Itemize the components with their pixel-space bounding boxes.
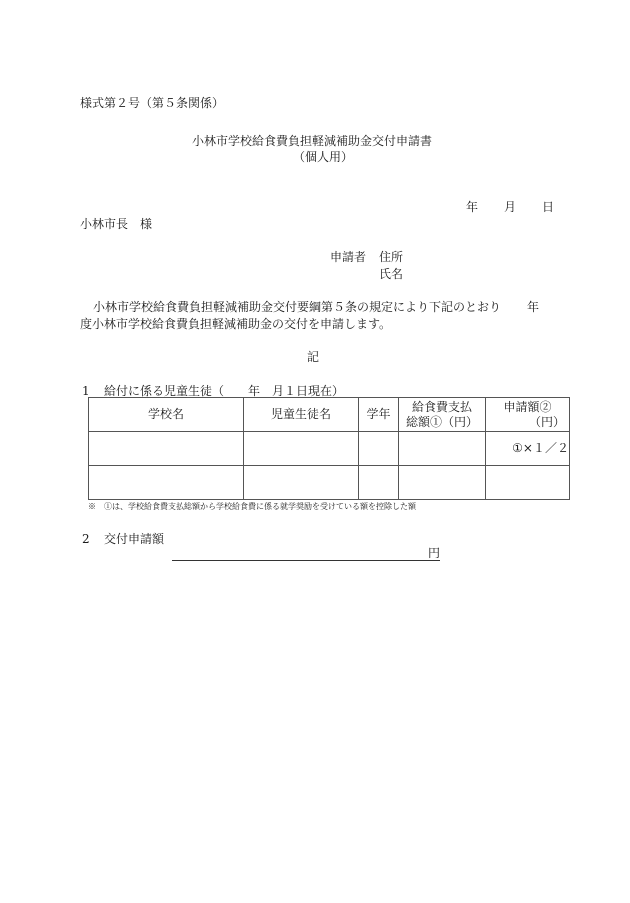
cell-school-name[interactable] (89, 432, 244, 466)
section-1-label: 給付に係る児童生徒（ (104, 384, 225, 398)
body-line1-text: 小林市学校給食費負担軽減補助金交付要綱第５条の規定により下記のとおり (93, 300, 502, 314)
applicant-label: 申請者 (330, 250, 367, 264)
header-student-name: 児童生徒名 (244, 398, 359, 432)
header-total-payment (399, 398, 486, 432)
cell-application-amount[interactable]: ①×１／２ (486, 432, 570, 466)
section-2-number: 2 (82, 532, 90, 546)
date-year: 年 (466, 200, 479, 214)
cell-application-amount[interactable] (486, 466, 570, 500)
cell-school-name[interactable] (89, 466, 244, 500)
name-field-label: 氏名 (379, 267, 404, 281)
body-text-line-2: 度小林市学校給食費負担軽減補助金の交付を申請します。 (80, 317, 392, 331)
header-application-amount (486, 398, 570, 432)
form-number: 様式第２号（第５条関係） (80, 96, 225, 110)
cell-total-payment[interactable] (399, 432, 486, 466)
section-1-date-suffix: 月１日現在） (272, 384, 345, 398)
date-day: 日 (542, 200, 555, 214)
table-row (89, 466, 570, 500)
header-application-amount-line2: （円） (528, 414, 565, 429)
cell-student-name[interactable] (244, 432, 359, 466)
document-title: 小林市学校給食費負担軽減補助金交付申請書 (192, 134, 433, 148)
header-total-payment-line2: 総額①（円） (405, 414, 478, 429)
students-table (88, 397, 570, 500)
date-line[interactable] (466, 200, 554, 215)
body-text-line-1 (80, 300, 539, 315)
table-footnote: ※ ①は、学校給食費支払総額から学校給食費に係る就学奨励を受けている額を控除した額 (88, 502, 416, 511)
section-2-label: 交付申請額 (104, 532, 165, 546)
addressee: 小林市長 様 (80, 217, 153, 231)
body-year-label: 年 (527, 300, 540, 314)
header-grade: 学年 (359, 398, 399, 432)
cell-student-name[interactable] (244, 466, 359, 500)
cell-total-payment[interactable] (399, 466, 486, 500)
table-row (89, 432, 570, 466)
header-school-name: 学校名 (89, 398, 244, 432)
yen-unit: 円 (428, 546, 441, 560)
cell-grade[interactable] (359, 432, 399, 466)
ki-heading: 記 (307, 350, 320, 364)
date-month: 月 (504, 200, 517, 214)
section-1-number: 1 (82, 384, 90, 398)
application-amount-field[interactable] (172, 560, 440, 561)
document-subtitle: （個人用） (293, 150, 354, 164)
header-application-amount-line1: 申請額② (503, 399, 552, 414)
table-header-row (89, 398, 570, 432)
section-1-year: 年 (248, 384, 261, 398)
section-2-heading (82, 532, 164, 547)
cell-grade[interactable] (359, 466, 399, 500)
address-field-label: 住所 (379, 250, 404, 264)
header-total-payment-line1: 給食費支払 (411, 399, 472, 414)
